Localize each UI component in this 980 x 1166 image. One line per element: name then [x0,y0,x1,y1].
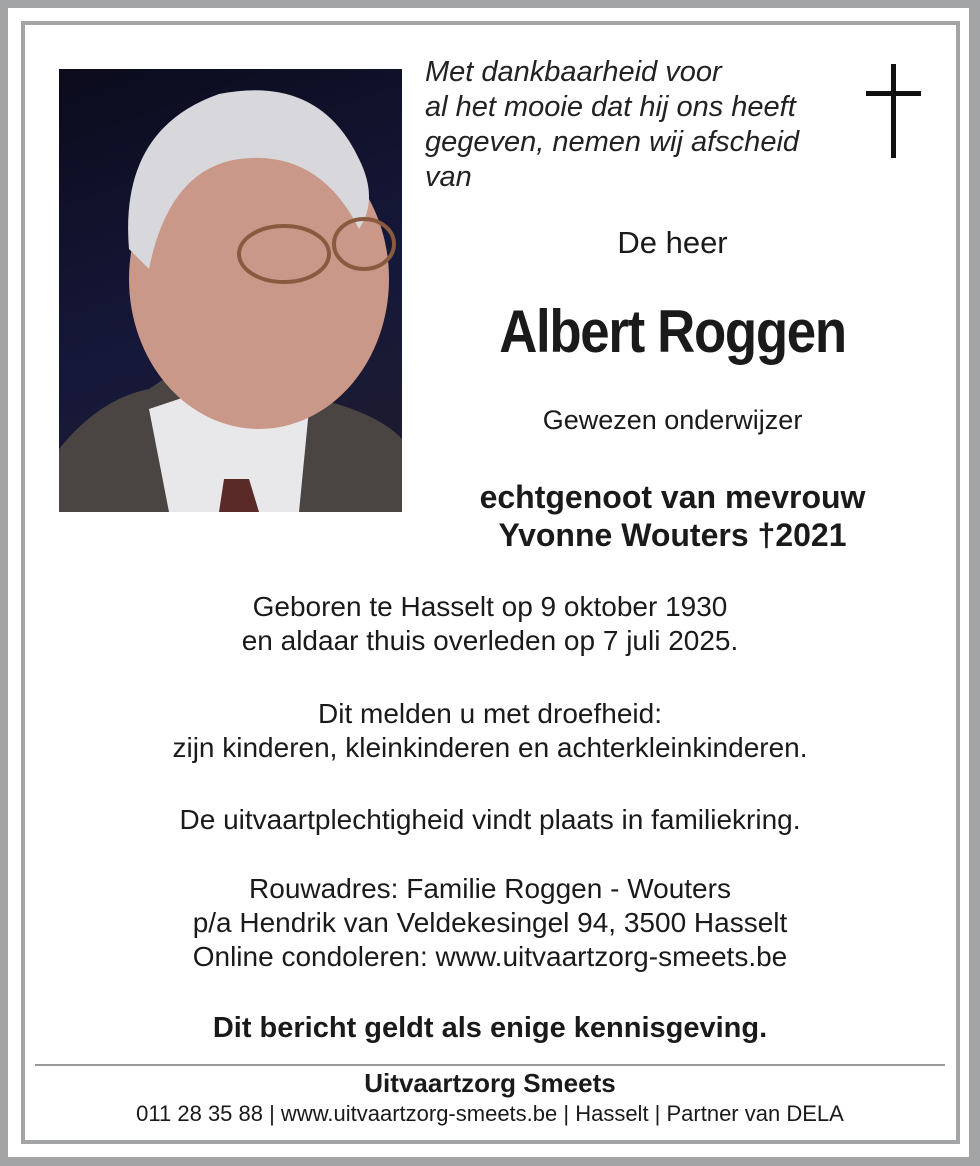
ceremony: De uitvaartplechtigheid vindt plaats in familiekring. [179,804,801,835]
address-line: p/a Hendrik van Veldekesingel 94, 3500 Hasselt [192,907,788,938]
intro-text [425,55,845,195]
cross-icon [866,64,921,158]
intro-line: al het mooie dat hij ons heeft [425,91,796,123]
address-line: Rouwadres: Familie Roggen - Wouters [249,873,731,904]
announcers [40,697,940,765]
honorific: De heer [617,225,728,260]
deceased-name: Albert Roggen [499,298,846,365]
birth-line: Geboren te Hasselt op 9 oktober 1930 [252,591,728,622]
occupation: Gewezen onderwijzer [542,405,803,435]
address [40,872,940,974]
intro-line: van [425,161,472,193]
spouse-line: echtgenoot van mevrouw [479,479,866,515]
portrait-photo [59,69,402,512]
intro-line: Met dankbaarheid voor [425,56,722,88]
announcers-line: zijn kinderen, kleinkinderen en achterkleinkinderen. [172,732,808,763]
condolence-link[interactable]: Online condoleren: www.uitvaartzorg-smeets.be [192,941,788,972]
funeral-company: Uitvaartzorg Smeets [364,1068,616,1098]
spouse [420,478,925,554]
birth-death [40,590,940,658]
divider [35,1064,945,1066]
intro-line: gegeven, nemen wij afscheid [425,126,800,158]
announcers-line: Dit melden u met droefheid: [318,698,662,729]
notice: Dit bericht geldt als enige kennisgeving. [212,1012,768,1044]
spouse-line: Yvonne Wouters †2021 [498,517,847,553]
funeral-company-details: 011 28 35 88 | www.uitvaartzorg-smeets.be | Hasselt | Partner van DELA [136,1101,844,1126]
death-line: en aldaar thuis overleden op 7 juli 2025. [241,625,739,656]
